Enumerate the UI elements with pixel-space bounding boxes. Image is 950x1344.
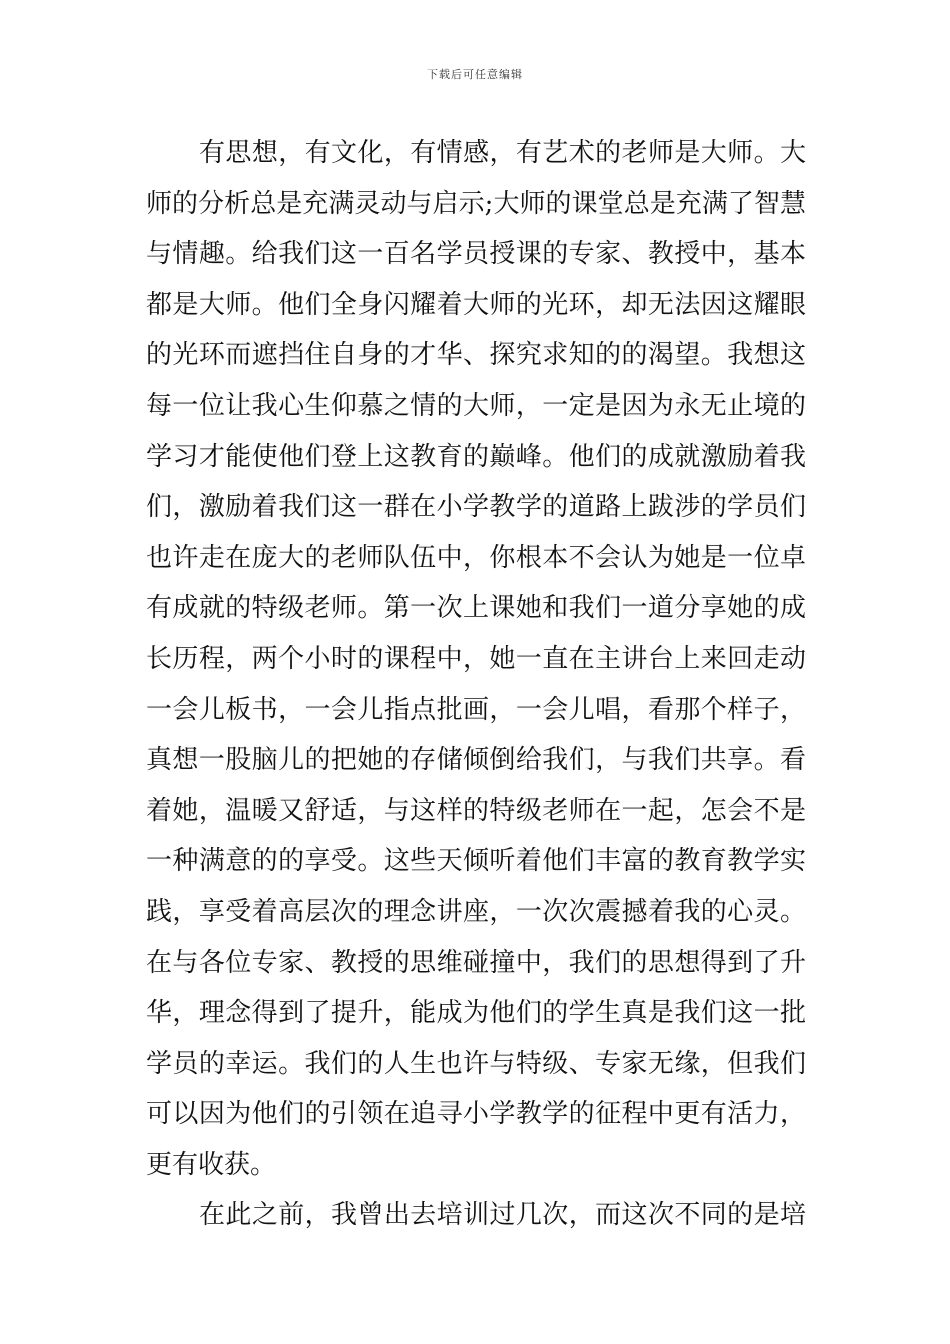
text-line: 的光环而遮挡住自身的才华、探究求知的的渴望。我想这	[146, 340, 806, 371]
page-header-note: 下载后可任意编辑	[427, 68, 523, 81]
text-line: 有思想，有文化，有情感，有艺术的老师是大师。大	[199, 138, 806, 168]
text-line: 一种满意的的享受。这些天倾听着他们丰富的教育教学实	[146, 846, 806, 877]
text-line: 践，享受着高层次的理念讲座，一次次震撼着我的心灵。	[146, 896, 806, 927]
text-line: 们，激励着我们这一群在小学教学的道路上跋涉的学员们	[146, 492, 806, 523]
text-line: 都是大师。他们全身闪耀着大师的光环，却无法因这耀眼	[146, 289, 806, 320]
text-line: 每一位让我心生仰慕之情的大师，一定是因为永无止境的	[146, 390, 806, 421]
document-body	[146, 128, 806, 1241]
paragraph-1	[146, 128, 806, 1190]
text-line: 华，理念得到了提升，能成为他们的学生真是我们这一批	[146, 998, 806, 1029]
text-line: 在此之前，我曾出去培训过几次，而这次不同的是培	[199, 1200, 806, 1231]
text-line: 师的分析总是充满灵动与启示;大师的课堂总是充满了智慧	[146, 188, 806, 219]
text-line: 长历程，两个小时的课程中，她一直在主讲台上来回走动	[146, 643, 806, 674]
text-line: 一会儿板书，一会儿指点批画，一会儿唱，看那个样子，	[146, 694, 806, 725]
text-line: 与情趣。给我们这一百名学员授课的专家、教授中，基本	[146, 239, 806, 270]
text-line: 着她，温暖又舒适，与这样的特级老师在一起，怎会不是	[146, 795, 806, 826]
text-line: 也许走在庞大的老师队伍中，你根本不会认为她是一位卓	[146, 542, 806, 573]
paragraph-2	[146, 1190, 806, 1241]
text-line: 在与各位专家、教授的思维碰撞中，我们的思想得到了升	[146, 947, 806, 978]
text-line: 可以因为他们的引领在追寻小学教学的征程中更有活力，	[146, 1099, 806, 1130]
text-line: 学习才能使他们登上这教育的巅峰。他们的成就激励着我	[146, 441, 806, 472]
text-line: 真想一股脑儿的把她的存储倾倒给我们，与我们共享。看	[146, 745, 806, 776]
text-line: 更有收获。	[146, 1149, 277, 1180]
text-line: 学员的幸运。我们的人生也许与特级、专家无缘，但我们	[146, 1048, 806, 1079]
text-line: 有成就的特级老师。第一次上课她和我们一道分享她的成	[146, 593, 806, 624]
